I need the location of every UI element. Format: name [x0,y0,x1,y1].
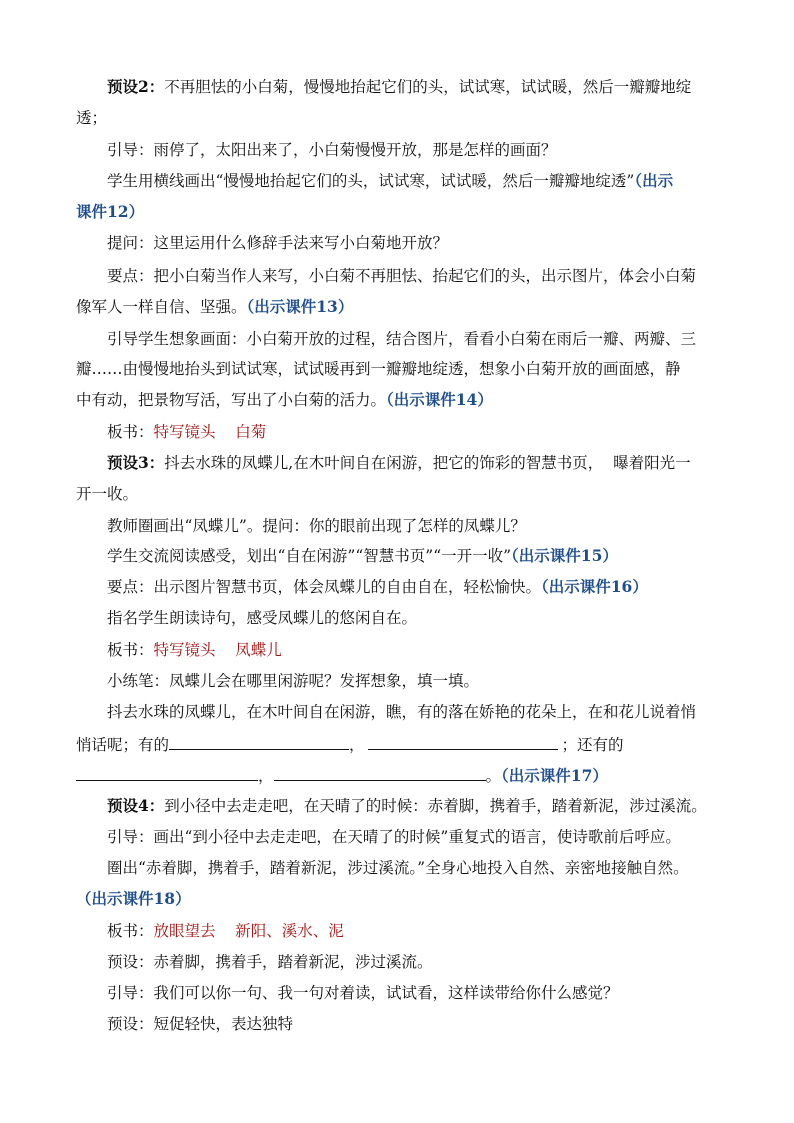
question-paragraph: 提问：这里运用什么修辞手法来写小白菊地开放？ [107,234,449,252]
fill-in-blank-1[interactable] [169,733,349,750]
preset-4-line: 预设4：到小径中去走走吧，在天晴了的时候：赤着脚，携着手，踏着新泥，涉过溪流。 [107,796,707,815]
fill-in-line-3: ， 。（出示课件17） [76,764,608,786]
fill-in-line-2: 悄话呢；有的 ， ；还有的 [76,733,624,755]
preset-6-paragraph: 预设：短促轻快，表达独特 [107,1015,294,1033]
board-note-1: 板书：特写镜头 白菊 [107,423,267,441]
key-point-2-paragraph: 要点：出示图片智慧书页，体会凤蝶儿的自由自在，轻松愉快。（出示课件16） [107,577,648,596]
fill-in-blank-2[interactable] [368,733,558,750]
preset-3-line-1: 预设3：抖去水珠的凤蝶儿,在木叶间自在闲游，把它的饰彩的智慧书页， 曝着阳光一 [107,453,691,472]
courseware-ref-13: （出示课件13） [246,297,354,316]
student-discuss-paragraph: 学生交流阅读感受，划出“自在闲游”“智慧书页”“一开一收”（出示课件15） [107,546,618,565]
courseware-ref-17: （出示课件17） [501,766,608,785]
courseware-ref-15: （出示课件15） [511,546,618,565]
courseware-ref-14: （出示课件14） [386,390,493,409]
writing-exercise-prompt: 小练笔：凤蝶儿会在哪里闲游呢？发挥想象，填一填。 [107,672,480,690]
imagine-line-2: 瓣……由慢慢地抬头到试试寒，试试暖再到一瓣瓣地绽透，想象小白菊开放的画面感，静 [76,360,681,378]
student-underline-line-1: 学生用横线画出“慢慢地抬起它们的头，试试寒，试试暖，然后一瓣瓣地绽透”（出示 [107,171,674,190]
fill-in-line-1: 抖去水珠的凤蝶儿，在木叶间自在闲游，瞧，有的落在娇艳的花朵上，在和花儿说着悄 [107,703,697,721]
fill-in-blank-4[interactable] [274,764,486,781]
key-point-line-2: 像军人一样自信、坚强。（出示课件13） [76,297,354,316]
key-point-line-1: 要点：把小白菊当作人来写，小白菊不再胆怯、抬起它们的头，出示图片，体会小白菊 [107,267,697,285]
courseware-ref-16: （出示课件16） [541,577,648,596]
guide-3-paragraph: 引导：我们可以你一句、我一句对着读，试试看，这样读带给你什么感觉？ [107,984,619,1002]
preset-4-label: 预设4： [107,796,165,815]
preset-2-line-2: 透； [76,109,108,127]
preset-2-label: 预设2： [107,77,165,96]
guide-paragraph: 引导：雨停了，太阳出来了，小白菊慢慢开放，那是怎样的画面？ [107,141,557,159]
circle-out-line: 圈出“赤着脚，携着手，踏着新泥，涉过溪流。”全身心地投入自然、亲密地接触自然。 [107,859,689,877]
courseware-ref: （出示 [634,171,674,190]
courseware-ref-18: （出示课件18） [76,889,191,908]
preset-2-line-1: 预设2：不再胆怯的小白菊，慢慢地抬起它们的头，试试寒，试试暖，然后一瓣瓣地绽 [107,77,692,96]
fill-in-blank-3[interactable] [76,764,258,781]
imagine-line-3: 中有动，把景物写活，写出了小白菊的活力。（出示课件14） [76,390,493,409]
board-note-3: 板书：放眼望去 新阳、溪水、泥 [107,922,344,940]
courseware-ref-12: 课件12） [76,202,145,221]
guide-2-paragraph: 引导：画出“到小径中去走走吧，在天晴了的时候”重复式的语言，使诗歌前后呼应。 [107,828,681,846]
board-note-2: 板书：特写镜头 凤蝶儿 [107,641,282,659]
preset-3-label: 预设3： [107,453,165,472]
teacher-circle-paragraph: 教师圈画出“凤蝶儿”。提问：你的眼前出现了怎样的凤蝶儿？ [107,517,526,535]
preset-3-line-2: 开一收。 [76,485,139,503]
preset-5-paragraph: 预设：赤着脚，携着手，踏着新泥，涉过溪流。 [107,953,433,971]
imagine-line-1: 引导学生想象画面：小白菊开放的过程，结合图片，看看小白菊在雨后一瓣、两瓣、三 [107,330,697,348]
reading-paragraph: 指名学生朗读诗句，感受凤蝶儿的悠闲自在。 [107,609,418,627]
